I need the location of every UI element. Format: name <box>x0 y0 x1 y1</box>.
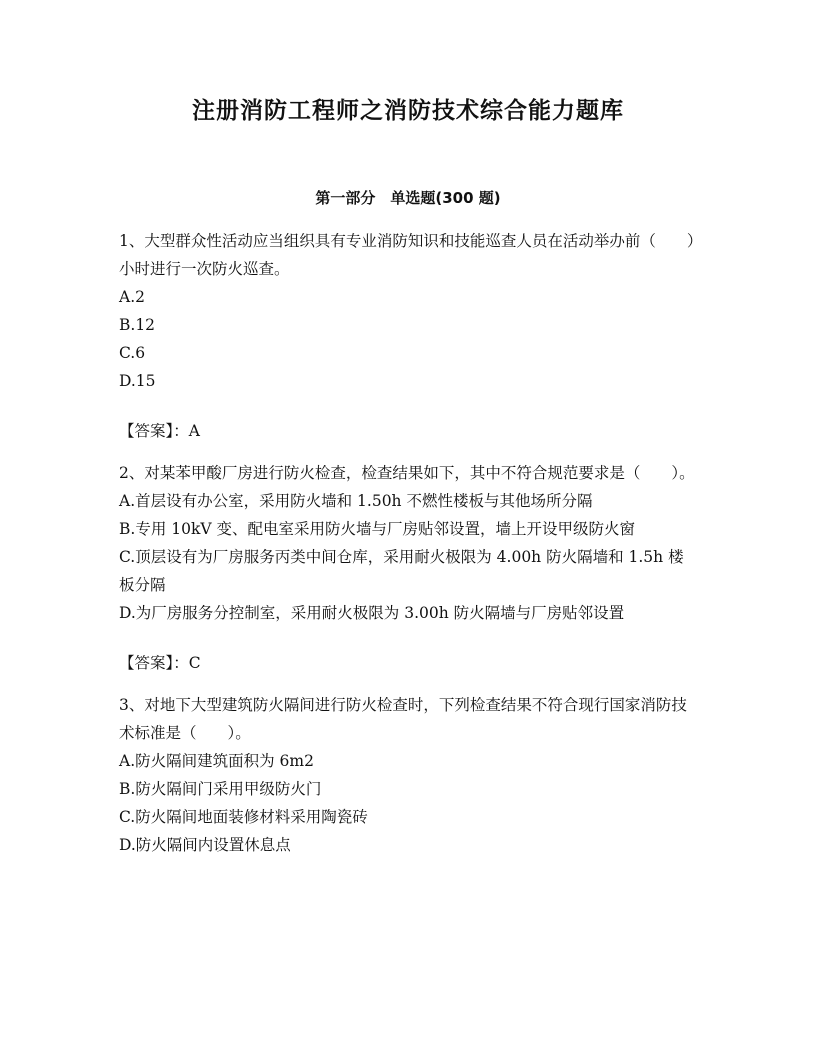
option-a: A.2 <box>119 288 145 306</box>
question-stem: 1、大型群众性活动应当组织具有专业消防知识和技能巡查人员在活动举办前（ ）小时进行一次防火巡查。 <box>119 232 695 278</box>
answer-line: 【答案】：A <box>119 422 200 440</box>
option-a: A.首层设有办公室，采用防火墙和 1.50h 不燃性楼板与其他场所分隔 <box>119 492 593 510</box>
option-b: B.12 <box>119 316 156 334</box>
option-c: C.防火隔间地面装修材料采用陶瓷砖 <box>119 808 368 826</box>
option-b: B.防火隔间门采用甲级防火门 <box>119 780 322 798</box>
document-title: 注册消防工程师之消防技术综合能力题库 <box>192 98 624 124</box>
question-stem: 2、对某苯甲酸厂房进行防火检查，检查结果如下，其中不符合规范要求是（ ）。 <box>119 464 695 482</box>
option-d: D.为厂房服务分控制室，采用耐火极限为 3.00h 防火隔墙与厂房贴邻设置 <box>119 604 625 622</box>
option-d: D.15 <box>119 372 156 390</box>
question-2 <box>119 459 699 677</box>
option-d: D.防火隔间内设置休息点 <box>119 836 291 854</box>
question-stem: 3、对地下大型建筑防火隔间进行防火检查时，下列检查结果不符合现行国家消防技术标准是（ ）。 <box>119 696 687 742</box>
question-3 <box>119 691 699 859</box>
option-b: B.专用 10kV 变、配电室采用防火墙与厂房贴邻设置，墙上开设甲级防火窗 <box>119 520 635 538</box>
section-heading: 第一部分 单选题(300 题) <box>315 189 501 207</box>
option-c: C.顶层设有为厂房服务丙类中间仓库，采用耐火极限为 4.00h 防火隔墙和 1.5h 楼板分隔 <box>119 548 684 594</box>
question-list <box>119 227 699 859</box>
question-1 <box>119 227 699 445</box>
option-a: A.防火隔间建筑面积为 6m2 <box>119 752 314 770</box>
option-c: C.6 <box>119 344 146 362</box>
answer-line: 【答案】：C <box>119 654 201 672</box>
